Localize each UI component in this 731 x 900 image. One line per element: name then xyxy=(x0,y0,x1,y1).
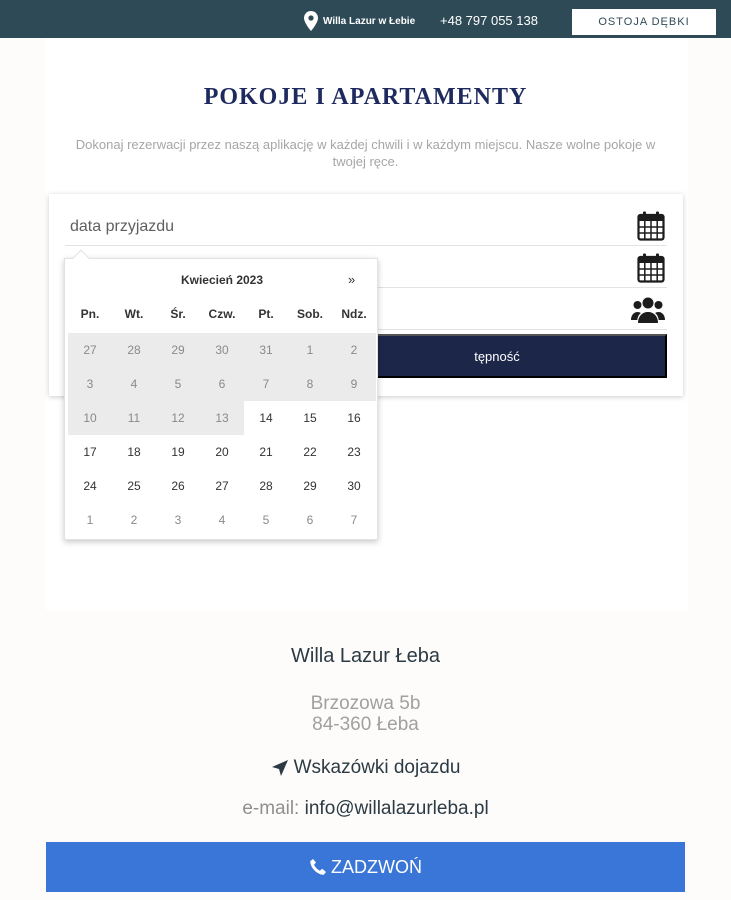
weekday-header: Śr. xyxy=(170,307,186,321)
weekday-header: Pt. xyxy=(258,307,274,321)
weekday-header: Ndz. xyxy=(341,307,367,321)
directions-label: Wskazówki dojazdu xyxy=(293,757,461,778)
page-subtitle: Dokonaj rezerwacji przez naszą aplikację w każdej chwili i w każdym miejscu. Nasze wolne pokoje w twojej ręce. xyxy=(75,137,656,169)
footer-address-line2: 84-360 Łeba xyxy=(312,714,419,735)
phone-link[interactable]: +48 797 055 138 xyxy=(440,13,538,28)
users-icon xyxy=(631,295,665,325)
email-link[interactable]: info@willalazurleba.pl xyxy=(304,798,489,819)
email-label: e-mail: xyxy=(242,798,300,819)
calendar-day[interactable]: 30 xyxy=(347,479,361,493)
weekday-header: Czw. xyxy=(208,307,236,321)
page-title: POKOJE I APARTAMENTY xyxy=(203,84,528,110)
calendar-day: 6 xyxy=(306,513,314,527)
calendar-day[interactable]: 23 xyxy=(347,445,361,459)
calendar-day: 3 xyxy=(174,513,182,527)
navigation-arrow-icon xyxy=(271,759,289,777)
email-line xyxy=(0,798,731,820)
calendar-day-disabled: 2 xyxy=(332,333,376,367)
calendar-day-disabled: 29 xyxy=(156,333,200,367)
calendar-day[interactable]: 28 xyxy=(259,479,273,493)
call-button[interactable] xyxy=(46,842,685,892)
location-pin-icon xyxy=(304,11,318,31)
ostoja-debki-button[interactable]: OSTOJA DĘBKI xyxy=(572,9,716,35)
next-month-button[interactable]: » xyxy=(348,272,356,287)
calendar-icon[interactable] xyxy=(637,253,665,283)
directions-link[interactable] xyxy=(0,757,731,779)
calendar-day-disabled: 28 xyxy=(112,333,156,367)
calendar-month-label: Kwiecień 2023 xyxy=(180,273,264,287)
calendar-day[interactable]: 25 xyxy=(127,479,141,493)
calendar-day[interactable]: 17 xyxy=(83,445,97,459)
calendar-day-disabled: 6 xyxy=(200,367,244,401)
weekday-header: Wt. xyxy=(124,307,144,321)
calendar-day[interactable]: 29 xyxy=(303,479,317,493)
calendar-day: 2 xyxy=(130,513,138,527)
calendar-day-disabled: 5 xyxy=(156,367,200,401)
arrival-date-placeholder: data przyjazdu xyxy=(70,218,175,235)
calendar-day-disabled: 12 xyxy=(156,401,200,435)
calendar-day-disabled: 27 xyxy=(68,333,112,367)
arrival-date-field[interactable] xyxy=(65,206,667,246)
footer-hotel-name: Willa Lazur Łeba xyxy=(291,645,440,667)
calendar-day-disabled: 7 xyxy=(244,367,288,401)
calendar-day[interactable]: 15 xyxy=(303,411,317,425)
calendar-icon[interactable] xyxy=(637,211,665,241)
weekday-header: Sob. xyxy=(297,307,323,321)
calendar-day[interactable]: 14 xyxy=(259,411,273,425)
check-availability-label: tępność xyxy=(474,348,520,364)
calendar-day-disabled: 9 xyxy=(332,367,376,401)
date-picker-popup xyxy=(64,258,378,540)
call-button-label: ZADZWOŃ xyxy=(331,856,422,877)
location-text: Willa Lazur w Łebie xyxy=(323,15,416,27)
weekday-header: Pn. xyxy=(80,307,100,321)
calendar-day: 5 xyxy=(262,513,270,527)
calendar-day-disabled: 31 xyxy=(244,333,288,367)
calendar-day[interactable]: 20 xyxy=(215,445,229,459)
calendar-day[interactable]: 21 xyxy=(259,445,273,459)
calendar-day-disabled: 3 xyxy=(68,367,112,401)
calendar-day-disabled: 11 xyxy=(112,401,156,435)
phone-icon xyxy=(309,858,327,876)
calendar-day[interactable]: 18 xyxy=(127,445,141,459)
calendar-day-disabled: 1 xyxy=(288,333,332,367)
calendar-day: 4 xyxy=(218,513,226,527)
calendar-day: 7 xyxy=(350,513,358,527)
footer-address-line1: Brzozowa 5b xyxy=(310,693,421,714)
location-link[interactable] xyxy=(304,11,415,31)
calendar-day-disabled: 8 xyxy=(288,367,332,401)
calendar-day[interactable]: 26 xyxy=(171,479,185,493)
calendar-day[interactable]: 16 xyxy=(347,411,361,425)
calendar-day-disabled: 13 xyxy=(200,401,244,435)
calendar-day[interactable]: 19 xyxy=(171,445,185,459)
calendar-day-disabled: 10 xyxy=(68,401,112,435)
calendar-day[interactable]: 27 xyxy=(215,479,229,493)
calendar-day[interactable]: 22 xyxy=(303,445,317,459)
calendar-day[interactable]: 24 xyxy=(83,479,97,493)
top-bar xyxy=(0,0,731,38)
calendar-day-disabled: 4 xyxy=(112,367,156,401)
calendar-day-disabled: 30 xyxy=(200,333,244,367)
calendar-day: 1 xyxy=(86,513,94,527)
